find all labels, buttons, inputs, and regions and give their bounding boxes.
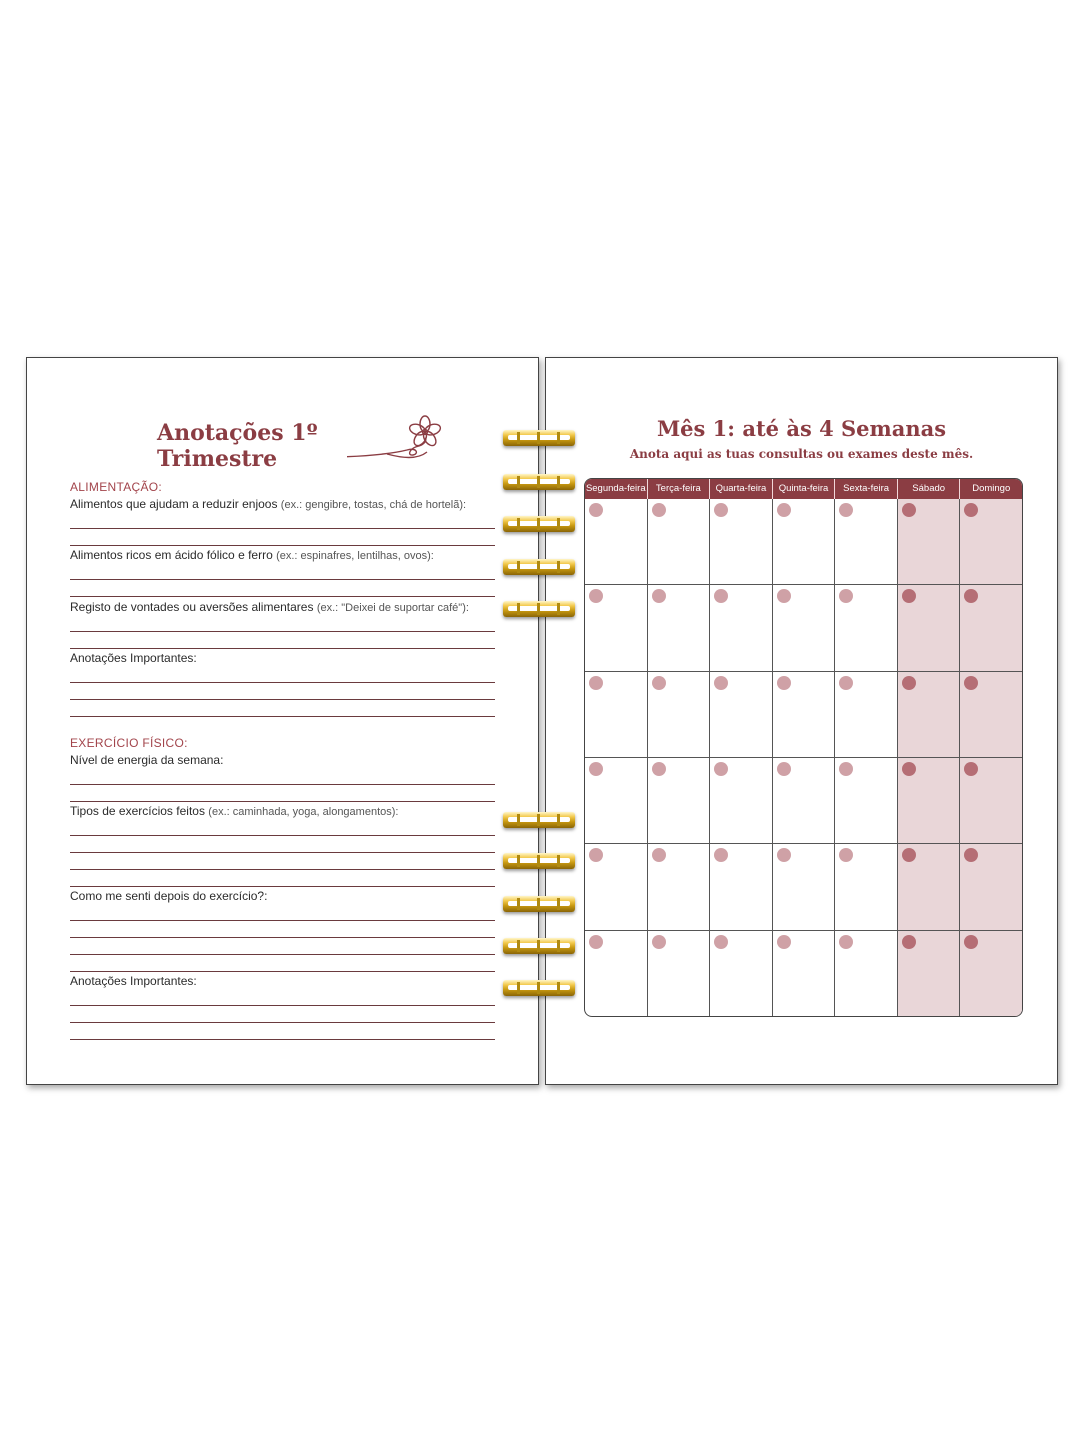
date-dot-icon [839,848,853,862]
calendar-day-cell[interactable] [959,585,1022,670]
calendar-day-cell[interactable] [709,499,772,584]
calendar-day-cell[interactable] [772,585,835,670]
date-dot-icon [652,676,666,690]
spiral-ring-icon [503,430,575,446]
day-header: Quinta-feira [772,479,835,499]
calendar-day-cell[interactable] [897,672,960,757]
calendar-day-cell[interactable] [834,758,897,843]
writing-line[interactable] [70,954,495,955]
page-title: Anotações 1º Trimestre [157,420,318,472]
calendar-day-cell[interactable] [585,758,647,843]
calendar-day-cell[interactable] [709,844,772,929]
spiral-ring-icon [503,980,575,996]
calendar-day-cell[interactable] [959,844,1022,929]
writing-line[interactable] [70,699,495,700]
date-dot-icon [714,935,728,949]
calendar-day-cell[interactable] [647,499,710,584]
section-label-exercicio: EXERCÍCIO FÍSICO: [70,736,188,750]
prompt-anotacoes-importantes-2: Anotações Importantes: [70,974,197,988]
calendar-day-cell[interactable] [772,844,835,929]
calendar-day-cell[interactable] [585,499,647,584]
day-header: Sábado [897,479,960,499]
spiral-ring-icon [503,896,575,912]
calendar-day-cell[interactable] [897,931,960,1016]
date-dot-icon [714,676,728,690]
date-dot-icon [777,676,791,690]
week-calendar [584,478,1023,1017]
writing-line[interactable] [70,545,495,546]
calendar-week-row [585,930,1022,1016]
writing-line[interactable] [70,937,495,938]
calendar-day-cell[interactable] [897,585,960,670]
writing-line[interactable] [70,682,495,683]
prompt-acido-folico: Alimentos ricos em ácido fólico e ferro (ex.: espinafres, lentilhas, ovos): [70,548,434,562]
date-dot-icon [652,589,666,603]
prompt-tipos-exercicios: Tipos de exercícios feitos (ex.: caminhada, yoga, alongamentos): [70,804,399,818]
calendar-day-cell[interactable] [772,758,835,843]
date-dot-icon [964,935,978,949]
calendar-day-cell[interactable] [647,758,710,843]
writing-line[interactable] [70,579,495,580]
date-dot-icon [964,589,978,603]
calendar-day-cell[interactable] [959,672,1022,757]
day-header: Quarta-feira [709,479,772,499]
flower-icon [347,410,447,470]
writing-line[interactable] [70,801,495,802]
date-dot-icon [777,935,791,949]
calendar-day-cell[interactable] [959,499,1022,584]
calendar-grid [585,499,1022,1016]
prompt-como-me-senti: Como me senti depois do exercício?: [70,889,268,903]
date-dot-icon [714,762,728,776]
spiral-ring-icon [503,474,575,490]
date-dot-icon [902,762,916,776]
calendar-week-row [585,499,1022,584]
calendar-day-cell[interactable] [709,585,772,670]
calendar-subtitle: Anota aqui as tuas consultas ou exames deste mês. [629,447,974,461]
calendar-week-row [585,584,1022,670]
calendar-title: Mês 1: até às 4 Semanas [656,416,947,441]
calendar-day-cell[interactable] [834,499,897,584]
spiral-ring-icon [503,853,575,869]
calendar-day-cell[interactable] [585,844,647,929]
calendar-week-row [585,757,1022,843]
spiral-ring-icon [503,938,575,954]
writing-line[interactable] [70,852,495,853]
calendar-header [585,479,1022,499]
calendar-day-cell[interactable] [959,931,1022,1016]
spiral-ring-icon [503,812,575,828]
date-dot-icon [777,762,791,776]
date-dot-icon [964,848,978,862]
calendar-day-cell[interactable] [834,585,897,670]
calendar-day-cell[interactable] [834,844,897,929]
prompt-nivel-energia: Nível de energia da semana: [70,753,224,767]
date-dot-icon [839,676,853,690]
writing-line[interactable] [70,920,495,921]
calendar-day-cell[interactable] [959,758,1022,843]
calendar-day-cell[interactable] [709,672,772,757]
date-dot-icon [589,848,603,862]
prompt-anotacoes-importantes: Anotações Importantes: [70,651,197,665]
date-dot-icon [589,676,603,690]
date-dot-icon [964,503,978,517]
date-dot-icon [589,589,603,603]
date-dot-icon [652,503,666,517]
calendar-day-cell[interactable] [709,931,772,1016]
day-header: Domingo [959,479,1022,499]
spiral-ring-icon [503,559,575,575]
date-dot-icon [902,848,916,862]
calendar-week-row [585,843,1022,929]
date-dot-icon [777,848,791,862]
writing-line[interactable] [70,886,495,887]
date-dot-icon [839,762,853,776]
calendar-day-cell[interactable] [897,758,960,843]
writing-line[interactable] [70,528,495,529]
date-dot-icon [902,503,916,517]
date-dot-icon [839,503,853,517]
writing-line[interactable] [70,869,495,870]
calendar-day-cell[interactable] [647,672,710,757]
spiral-ring-icon [503,601,575,617]
writing-line[interactable] [70,784,495,785]
date-dot-icon [777,589,791,603]
calendar-day-cell[interactable] [834,931,897,1016]
writing-line[interactable] [70,716,495,717]
calendar-day-cell[interactable] [772,931,835,1016]
day-header: Segunda-feira [585,483,646,494]
date-dot-icon [714,848,728,862]
calendar-day-cell[interactable] [585,585,647,670]
day-header: Terça-feira [647,479,710,499]
writing-line[interactable] [70,631,495,632]
day-header: Sexta-feira [834,479,897,499]
date-dot-icon [589,503,603,517]
date-dot-icon [902,589,916,603]
writing-line[interactable] [70,1039,495,1040]
calendar-day-cell[interactable] [647,931,710,1016]
writing-line[interactable] [70,1005,495,1006]
date-dot-icon [652,762,666,776]
date-dot-icon [652,848,666,862]
prompt-reduzir-enjoos: Alimentos que ajudam a reduzir enjoos (ex.: gengibre, tostas, chá de hortelã): [70,497,467,511]
date-dot-icon [902,935,916,949]
calendar-day-cell[interactable] [585,672,647,757]
spiral-ring-icon [503,516,575,532]
calendar-week-row [585,671,1022,757]
date-dot-icon [589,935,603,949]
date-dot-icon [589,762,603,776]
date-dot-icon [777,503,791,517]
writing-line[interactable] [70,971,495,972]
date-dot-icon [839,935,853,949]
calendar-day-cell[interactable] [834,672,897,757]
writing-line[interactable] [70,596,495,597]
writing-line[interactable] [70,1022,495,1023]
writing-line[interactable] [70,648,495,649]
date-dot-icon [964,676,978,690]
date-dot-icon [714,589,728,603]
calendar-day-cell[interactable] [897,499,960,584]
writing-line[interactable] [70,835,495,836]
right-page [545,357,1058,1085]
prompt-vontades-aversoes: Registo de vontades ou aversões alimentares (ex.: "Deixei de suportar café"): [70,600,469,614]
left-page [26,357,539,1085]
section-label-alimentacao: ALIMENTAÇÃO: [70,480,163,494]
date-dot-icon [839,589,853,603]
calendar-day-cell[interactable] [585,931,647,1016]
date-dot-icon [964,762,978,776]
calendar-day-cell[interactable] [709,758,772,843]
calendar-day-cell[interactable] [772,672,835,757]
date-dot-icon [902,676,916,690]
date-dot-icon [652,935,666,949]
calendar-day-cell[interactable] [897,844,960,929]
calendar-day-cell[interactable] [647,844,710,929]
calendar-day-cell[interactable] [772,499,835,584]
calendar-day-cell[interactable] [647,585,710,670]
date-dot-icon [714,503,728,517]
